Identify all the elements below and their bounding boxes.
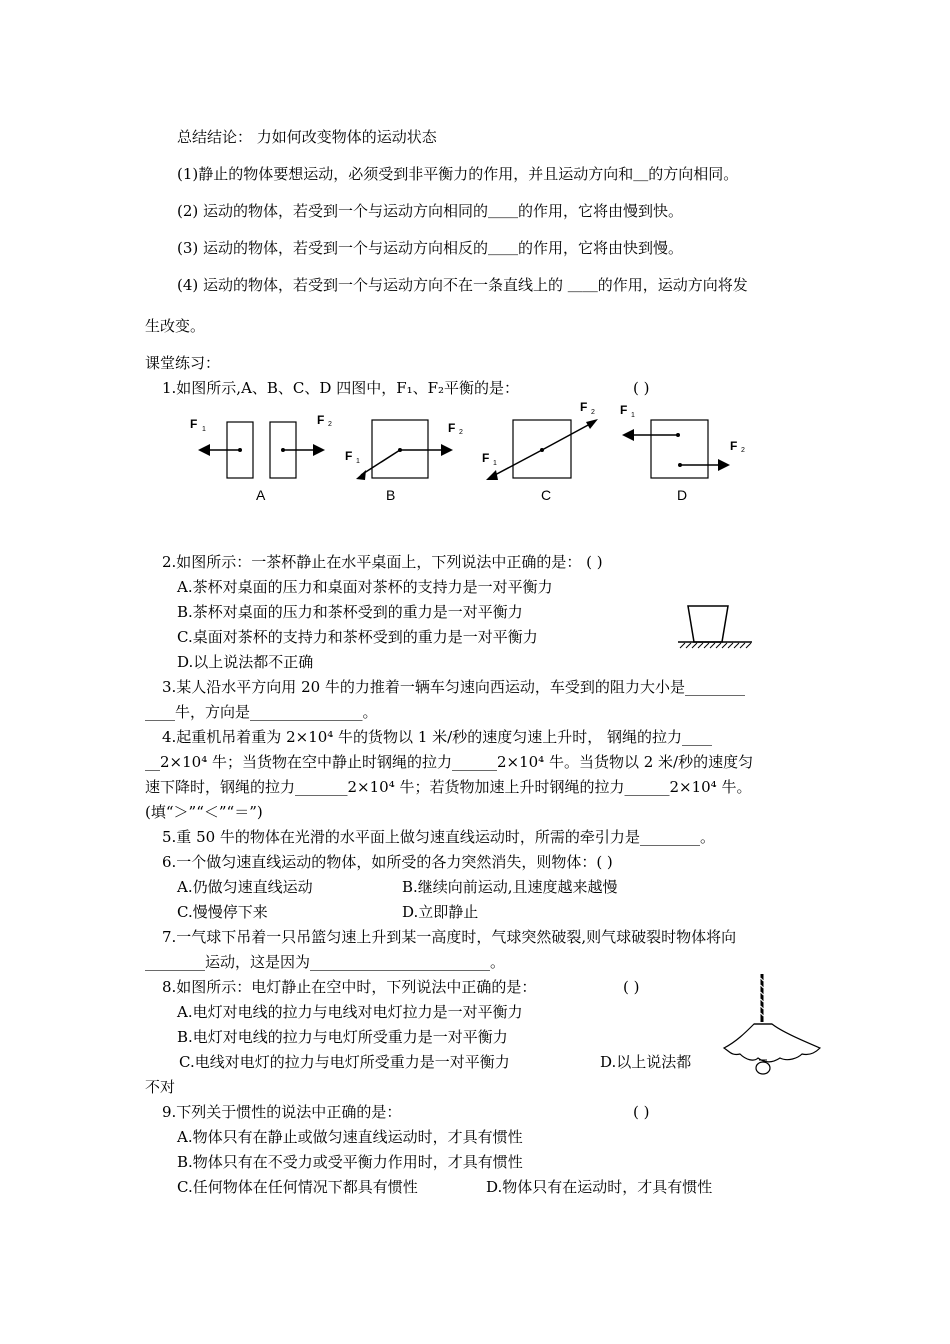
question-2-option-c: C.桌面对茶杯的支持力和茶杯受到的重力是一对平衡力 — [177, 628, 538, 646]
svg-text:2: 2 — [741, 447, 745, 454]
question-2-option-b: B.茶杯对桌面的压力和茶杯受到的重力是一对平衡力 — [177, 603, 523, 621]
label-d: D — [677, 487, 688, 503]
question-1-answer-paren: ( ) — [633, 379, 650, 397]
question-1: 1.如图所示,A、B、C、D 四图中，F₁、F₂平衡的是： — [162, 379, 520, 397]
question-6-option-b: B.继续向前运动,且速度越来越慢 — [402, 878, 618, 896]
svg-text:F: F — [190, 417, 198, 431]
question-8-option-d: D.以上说法都 — [600, 1053, 692, 1071]
question-6: 6.一个做匀速直线运动的物体，如所受的各力突然消失，则物体：( ) — [162, 853, 613, 871]
svg-text:1: 1 — [631, 412, 635, 419]
svg-text:2: 2 — [459, 429, 463, 436]
question-4: 4.起重机吊着重为 2×10⁴ 牛的货物以 1 米/秒的速度匀速上升时， 钢绳的拉力____ — [162, 728, 712, 746]
svg-text:F: F — [448, 421, 456, 435]
diagram-c — [482, 400, 598, 503]
question-2-option-a: A.茶杯对桌面的压力和桌面对茶杯的支持力是一对平衡力 — [177, 578, 553, 596]
svg-text:1: 1 — [493, 460, 497, 467]
practice-heading: 课堂练习： — [145, 354, 221, 372]
question-9-option-b: B.物体只有在不受力或受平衡力作用时，才具有惯性 — [177, 1153, 523, 1171]
question-5: 5.重 50 牛的物体在光滑的水平面上做匀速直线运动时，所需的牵引力是________。 — [162, 828, 715, 846]
question-2: 2.如图所示：一茶杯静止在水平桌面上，下列说法中正确的是： ( ) — [162, 553, 603, 571]
svg-text:F: F — [482, 451, 490, 465]
svg-text:F: F — [580, 400, 588, 414]
question-8-option-d-cont: 不对 — [145, 1078, 176, 1096]
question-4-cont-3: (填“＞”“＜”“＝”) — [145, 803, 263, 821]
question-9-option-a: A.物体只有在静止或做匀速直线运动时，才具有惯性 — [177, 1128, 523, 1146]
question-3-cont: ____牛，方向是_______________。 — [145, 703, 378, 721]
svg-text:2: 2 — [328, 421, 332, 428]
summary-point-4-cont: 生改变。 — [145, 317, 206, 335]
diagram-b — [345, 420, 463, 503]
summary-point-1: (1)静止的物体要想运动，必须受到非平衡力的作用，并且运动方向和＿的方向相同。 — [177, 165, 739, 183]
question-8-option-c: C.电线对电灯的拉力与电灯所受重力是一对平衡力 — [179, 1053, 510, 1071]
question-3: 3.某人沿水平方向用 20 牛的力推着一辆车匀速向西运动，车受到的阻力大小是________ — [162, 678, 745, 696]
question-7-cont: ________运动，这是因为________________________。 — [145, 953, 506, 971]
question-9: 9.下列关于惯性的说法中正确的是： — [162, 1103, 402, 1121]
question-2-option-d: D.以上说法都不正确 — [177, 653, 314, 671]
diagram-d — [620, 403, 745, 503]
question-6-option-a: A.仍做匀速直线运动 — [177, 878, 313, 896]
question-9-option-d: D.物体只有在运动时，才具有惯性 — [486, 1178, 713, 1196]
question-8-option-a: A.电灯对电线的拉力与电线对电灯拉力是一对平衡力 — [177, 1003, 523, 1021]
question-9-answer-paren: ( ) — [633, 1103, 650, 1121]
svg-text:F: F — [317, 413, 325, 427]
label-c: C — [541, 487, 552, 503]
question-9-option-c: C.任何物体在任何情况下都具有惯性 — [177, 1178, 418, 1196]
diagram-a — [190, 413, 332, 503]
svg-text:F: F — [620, 403, 628, 417]
question-8-option-b: B.电灯对电线的拉力与电灯所受重力是一对平衡力 — [177, 1028, 508, 1046]
label-b: B — [386, 487, 396, 503]
question-6-option-c: C.慢慢停下来 — [177, 903, 268, 921]
question-4-cont-2: 速下降时，钢绳的拉力_______2×10⁴ 牛；若货物加速上升时钢绳的拉力______2×10⁴ 牛。 — [145, 778, 752, 796]
svg-text:F: F — [730, 439, 738, 453]
summary-title: 总结结论： 力如何改变物体的运动状态 — [177, 128, 437, 146]
svg-text:1: 1 — [356, 458, 360, 465]
force-balance-figure — [180, 398, 780, 508]
summary-point-4: (4) 运动的物体，若受到一个与运动方向不在一条直线上的 ＿＿的作用，运动方向将发 — [177, 276, 748, 294]
label-a: A — [256, 487, 266, 503]
question-4-cont-1: __2×10⁴ 牛；当货物在空中静止时钢绳的拉力______2×10⁴ 牛。当货物以 2 米/秒的速度匀 — [145, 753, 754, 771]
question-7: 7.一气球下吊着一只吊篮匀速上升到某一高度时，气球突然破裂,则气球破裂时物体将向 — [162, 928, 737, 946]
question-8-answer-paren: ( ) — [623, 978, 640, 996]
summary-point-3: (3) 运动的物体，若受到一个与运动方向相反的＿＿的作用，它将由快到慢。 — [177, 239, 684, 257]
svg-text:2: 2 — [591, 409, 595, 416]
question-8: 8.如图所示：电灯静止在空中时，下列说法中正确的是： — [162, 978, 537, 996]
svg-text:F: F — [345, 449, 353, 463]
hanging-lamp-figure — [716, 972, 826, 1082]
summary-point-2: (2) 运动的物体，若受到一个与运动方向相同的＿＿的作用，它将由慢到快。 — [177, 202, 684, 220]
svg-text:1: 1 — [202, 426, 206, 433]
teacup-on-table-figure — [676, 600, 756, 650]
question-6-option-d: D.立即静止 — [402, 903, 479, 921]
